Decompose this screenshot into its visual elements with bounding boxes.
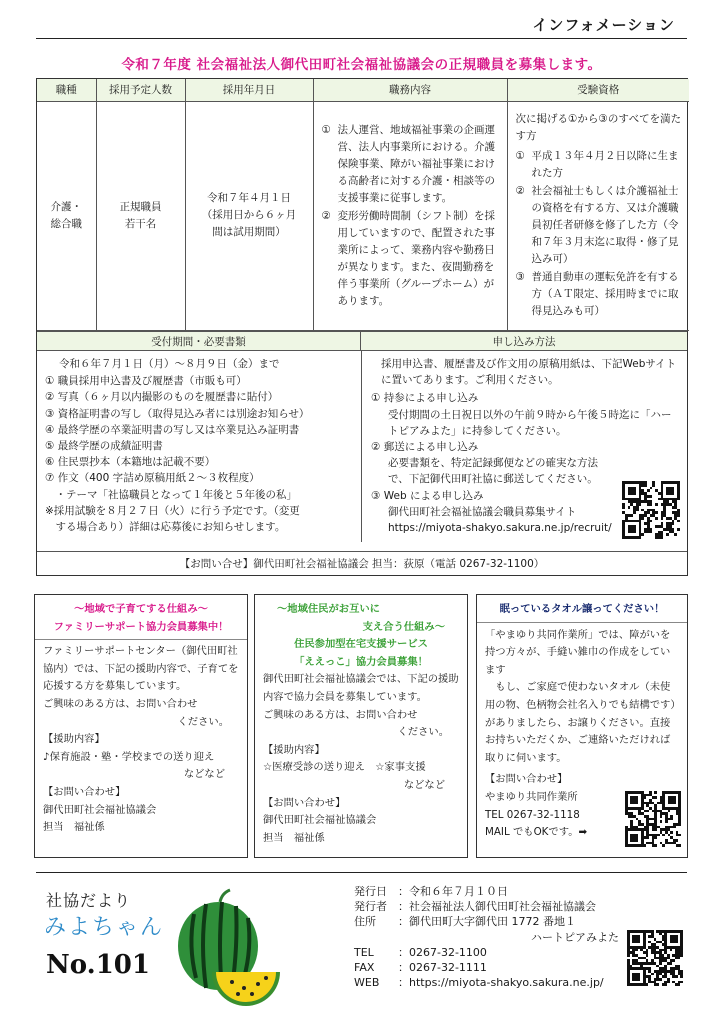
recruit-qr-code[interactable] [622,481,680,539]
job-type-cell: 介護・ 総合職 [37,101,96,330]
application-period: 令和６年７月１日（月）～８月９日（金）まで [59,358,280,370]
table-row [37,101,689,330]
column-header: 職種 [37,79,96,101]
towel-request-box: 眠っているタオル譲ってください！ 「やまゆり共同作業所」では、障がいを持つ方々が、手縫い雑巾の作成をしています もし、ご家庭で使わないタオル（未使用の物、色柄物会社名入りでも結構です）がありましたら、お譲りください。直接お持ちいただくか、ご連絡いただければ取りに伺います。 【お問い合わせ】 やまゆり共同作業所 TEL 0267-32-1118 MAIL でもOKです。➡ [476,594,688,858]
method-detail: 必要書類を、特定記録郵便などの確実な方法で、下記御代田町社協に郵送してください。 [388,457,598,486]
column-header: 職務内容 [313,79,507,101]
documents-list [45,356,357,535]
recruit-grid [37,79,689,331]
list-item: ② 写真（６ヶ月以内撮影のものを履歴書に貼付） [45,391,279,404]
recruit-table [36,78,688,576]
list-item: ① 職員採用申込書及び履歴書（市販も可） [45,375,247,388]
apply-intro: 採用申込書、履歴書及び作文用の原稿用紙は、下記Webサイトに置いてあります。ご利用ください。 [381,358,677,387]
qualifications-cell: 次に掲げる①から③のすべてを満たす方 ① 平成１３年４月２日以降に生まれた方 ② 社会福祉士もしくは介護福祉士の資格を有する方、又は介護職員初任者研修を修了した方（令和７年３月末迄に取得・修了見込み可） ③ 普通自動車の運転免許を有する方（ＡＴ限定、採用時までに取得見込みも可） [507,101,689,330]
section-title: インフォメーション [532,16,675,34]
footer-divider [36,872,687,873]
list-item: ② 変形労働時間制（シフト制）を採用していますので、配置された事業所によって、業務内容や勤務日が異なります。また、夜間勤務を伴う事業所（グループホーム）があります。 [321,209,495,307]
newsletter-title: みよちゃん [44,915,165,940]
list-item: ③ 普通自動車の運転免許を有する方（ＡＴ限定、採用時までに取得見込みも可） [515,271,679,317]
list-item: ② 社会福祉士もしくは介護福祉士の資格を有する方、又は介護職員初任者研修を修了した方（令和７年３月末迄に取得・修了見込み可） [515,185,679,265]
list-item: ③ 資格証明書の写し（取得見込み者には別途お知らせ） [45,407,310,420]
column-divider [361,351,362,542]
family-support-box: ～地域で子育てする仕組み～ ファミリーサポート協力会員募集中！ ファミリーサポートセンター（御代田町社協内）では、下記の援助内容で、子育てを応援する方を募集しています。 ご興味のある方は、お問い合わせ ください。 【援助内容】 ♪保育施設・塾・学校までの送り迎え などなど 【お問い合わせ】 御代田町社会福祉協議会 担当 福祉係 [34,594,248,858]
exam-note: ※採用試験を８月２７日（火）に行う予定です。（変更 [45,504,300,517]
exam-note: する場合あり）詳細は応募後にお知らせします。 [45,521,286,534]
method-title: ② 郵送による申し込み [371,441,479,454]
towel-qr-code[interactable] [625,791,681,847]
website-qr-code[interactable] [627,930,683,986]
list-item: ・テーマ「社協職員となって１年後と５年後の私」 [45,488,297,501]
box-body: 御代田町社会福祉協議会では、下記の援助内容で協力会員を募集しています。 [263,673,459,703]
header-divider [36,38,687,39]
list-item: ⑦ 作文（400 字詰め原稿用紙２～３枚程度） [45,472,260,485]
table-header-row [37,79,689,101]
period-heading: 受付期間・必要書類 [37,331,361,351]
publication-info: 発行日 ：令和６年７月１０日 発行者 ：社会福祉法人御代田町社会福祉協議会 住所 ：御代田町大字御代田 1772 番地１ ハートピアみよた TEL ：0267-32-1100 FAX ：0267-32-1111 WEB ：https://miyota-shakyo.sakura.ne.jp/ [354,885,619,990]
headcount-cell: 正規職員 若干名 [96,101,185,330]
box-body: ファミリーサポートセンター（御代田町社協内）では、下記の援助内容で、子育てを応援する方を募集しています。 [43,645,239,693]
method-detail: 御代田町社会福祉協議会職員募集サイト [388,505,577,518]
list-item: ① 平成１３年４月２日以降に生まれた方 [515,150,679,179]
method-detail: 受付期間の土日祝日以外の午前９時から午後５時迄に「ハートピアみよた」に持参してください。 [388,408,672,437]
column-header: 採用年月日 [185,79,313,101]
newsletter-name: 社協だより [46,891,132,910]
apply-heading: 申し込み方法 [361,331,687,351]
recruit-contact: 【お問い合せ】御代田町社会福祉協議会 担当：荻原（電話 0267-32-1100） [37,551,687,575]
list-item: ⑤ 最終学歴の成績証明書 [45,440,163,453]
list-item: ① 法人運営、地域福祉事業の企画運営、法人内事業所における。介護保険事業、障がい福祉事業における高齢者に対する介護・相談等の支援事業に従事します。 [321,123,495,204]
column-header: 採用予定人数 [96,79,185,101]
duties-cell [313,101,507,330]
hire-date-cell: 令和７年４月１日 （採用日から６ヶ月 間は試用期間） [185,101,313,330]
method-title: ① 持参による申し込み [371,392,479,405]
list-item: ⑥ 住民票抄本（本籍地は記載不要） [45,456,216,469]
box-body: 「やまゆり共同作業所」では、障がいを持つ方々が、手縫い雑巾の作成をしています [485,628,671,676]
website-link[interactable]: WEB ：https://miyota-shakyo.sakura.ne.jp/ [354,976,604,990]
watermelon-icon [172,886,284,1010]
column-header: 受験資格 [507,79,689,101]
method-title: ③ Web による申し込み [371,489,484,502]
recruit-url[interactable]: https://miyota-shakyo.sakura.ne.jp/recruit/ [388,522,612,535]
list-item: ④ 最終学歴の卒業証明書の写し又は卒業見込み証明書 [45,423,300,436]
issue-number: No.101 [46,950,150,980]
recruit-headline: 令和７年度 社会福祉法人御代田町社会福祉協議会の正規職員を募集します。 [121,57,602,73]
ekko-support-box: ～地域住民がお互いに 支え合う仕組み～ 住民参加型在宅支援サービス 「ええっこ」協力会員募集！ 御代田町社会福祉協議会では、下記の援助内容で協力会員を募集しています。 ご興味のある方は、お問い合わせ ください。 【援助内容】 ☆医療受診の送り迎え ☆家事支援 などなど 【お問い合わせ】 御代田町社会福祉協議会 担当 福祉係 [254,594,468,858]
